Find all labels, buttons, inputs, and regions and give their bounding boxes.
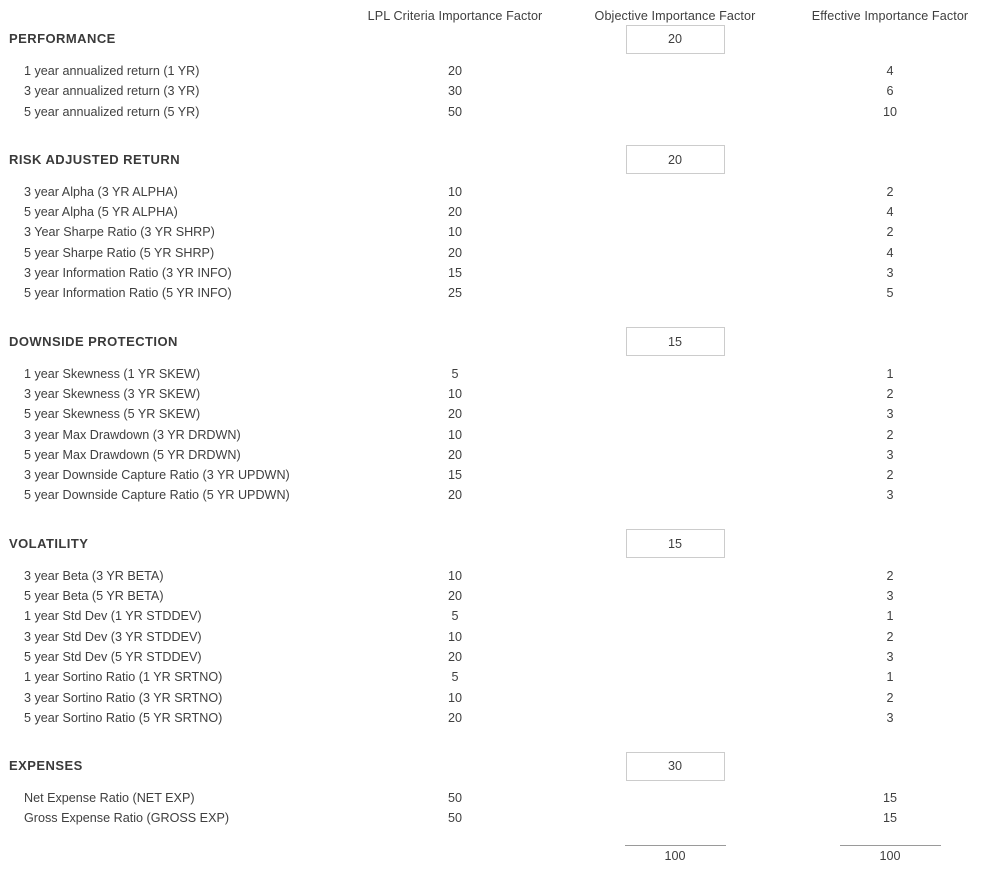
effective-importance-total: 100	[879, 848, 901, 863]
section-spacer	[0, 829, 1000, 845]
lpl-criteria-importance-factor-value: 10	[447, 629, 462, 644]
effective-importance-factor-value: 5	[886, 286, 894, 301]
effective-importance-factor-value: 1	[886, 670, 894, 685]
lpl-criteria-importance-factor-value: 20	[447, 710, 462, 725]
section-header-row	[0, 528, 1000, 560]
effective-importance-factor-value: 2	[886, 184, 894, 199]
section-title: EXPENSES	[9, 758, 83, 774]
criteria-label: 3 year Skewness (3 YR SKEW)	[24, 386, 201, 401]
criteria-list	[0, 358, 1000, 506]
objective-importance-factor-input[interactable]	[626, 327, 725, 356]
section-header-row	[0, 23, 1000, 55]
criteria-row	[0, 404, 1000, 424]
criteria-label: 5 year Std Dev (5 YR STDDEV)	[24, 649, 202, 664]
criteria-label: 3 year Information Ratio (3 YR INFO)	[24, 266, 232, 281]
criteria-row	[0, 425, 1000, 445]
criteria-label: 5 year Information Ratio (5 YR INFO)	[24, 286, 232, 301]
lpl-criteria-importance-factor-value: 20	[447, 407, 462, 422]
criteria-section	[0, 144, 1000, 304]
effective-importance-factor-value: 2	[886, 468, 894, 483]
section-spacer	[0, 304, 1000, 326]
effective-importance-factor-value: 2	[886, 690, 894, 705]
criteria-row	[0, 364, 1000, 384]
lpl-criteria-importance-factor-header: LPL Criteria Importance Factor	[367, 9, 543, 23]
effective-importance-factor-value: 15	[882, 791, 897, 806]
effective-importance-factor-value: 2	[886, 225, 894, 240]
criteria-row	[0, 102, 1000, 122]
criteria-label: 5 year annualized return (5 YR)	[24, 104, 200, 119]
effective-importance-factor-value: 4	[886, 205, 894, 220]
effective-importance-factor-value: 15	[882, 811, 897, 826]
criteria-row	[0, 627, 1000, 647]
lpl-criteria-importance-factor-value: 50	[447, 791, 462, 806]
criteria-row	[0, 81, 1000, 101]
lpl-criteria-importance-factor-value: 25	[447, 286, 462, 301]
lpl-criteria-importance-factor-value: 20	[447, 64, 462, 78]
objective-importance-factor-cell	[570, 327, 780, 356]
column-header-row	[0, 0, 1000, 23]
section-header-row	[0, 750, 1000, 782]
section-title: VOLATILITY	[9, 535, 89, 551]
effective-importance-factor-header: Effective Importance Factor	[811, 9, 969, 23]
criteria-label: 1 year Sortino Ratio (1 YR SRTNO)	[24, 670, 223, 685]
section-header-row	[0, 326, 1000, 358]
effective-importance-factor-value: 6	[886, 84, 894, 99]
criteria-row	[0, 688, 1000, 708]
criteria-label: 5 year Skewness (5 YR SKEW)	[24, 407, 201, 422]
section-spacer	[0, 728, 1000, 750]
criteria-label: 3 year Downside Capture Ratio (3 YR UPDWN)	[24, 468, 290, 483]
criteria-row	[0, 445, 1000, 465]
effective-importance-factor-value: 4	[886, 64, 894, 78]
criteria-label: 3 year Beta (3 YR BETA)	[24, 568, 164, 583]
objective-importance-factor-cell	[570, 752, 780, 781]
criteria-list	[0, 55, 1000, 122]
lpl-criteria-importance-factor-value: 10	[447, 225, 462, 240]
criteria-section	[0, 23, 1000, 122]
totals-row	[0, 846, 1000, 866]
criteria-label: 3 year Std Dev (3 YR STDDEV)	[24, 629, 202, 644]
criteria-label: 5 year Sharpe Ratio (5 YR SHRP)	[24, 245, 215, 260]
objective-importance-factor-header: Objective Importance Factor	[594, 9, 756, 23]
criteria-row	[0, 485, 1000, 505]
criteria-list	[0, 176, 1000, 304]
objective-importance-factor-input[interactable]	[626, 145, 725, 174]
criteria-row	[0, 606, 1000, 626]
lpl-criteria-importance-factor-value: 10	[447, 427, 462, 442]
criteria-row	[0, 586, 1000, 606]
objective-importance-factor-input[interactable]	[626, 529, 725, 558]
criteria-label: 5 year Downside Capture Ratio (5 YR UPDWN)	[24, 488, 290, 503]
lpl-criteria-importance-factor-value: 15	[447, 266, 462, 281]
criteria-label: 1 year Std Dev (1 YR STDDEV)	[24, 609, 202, 624]
criteria-label: Gross Expense Ratio (GROSS EXP)	[24, 811, 230, 826]
criteria-label: Net Expense Ratio (NET EXP)	[24, 791, 195, 806]
criteria-row	[0, 465, 1000, 485]
criteria-row	[0, 566, 1000, 586]
objective-importance-factor-input[interactable]	[626, 25, 725, 54]
section-title: DOWNSIDE PROTECTION	[9, 333, 178, 349]
lpl-criteria-importance-factor-value: 10	[447, 568, 462, 583]
effective-importance-factor-value: 3	[886, 266, 894, 281]
lpl-criteria-importance-factor-value: 50	[447, 104, 462, 119]
lpl-criteria-importance-factor-value: 5	[451, 609, 459, 624]
section-title: RISK ADJUSTED RETURN	[9, 151, 181, 167]
section-title: PERFORMANCE	[9, 31, 116, 46]
criteria-row	[0, 647, 1000, 667]
sections-container	[0, 23, 1000, 845]
lpl-criteria-importance-factor-value: 20	[447, 649, 462, 664]
criteria-section	[0, 528, 1000, 728]
effective-importance-factor-value: 10	[882, 104, 897, 119]
objective-importance-factor-input[interactable]	[626, 752, 725, 781]
criteria-row	[0, 222, 1000, 242]
effective-importance-factor-value: 1	[886, 609, 894, 624]
effective-importance-factor-value: 3	[886, 447, 894, 462]
objective-importance-factor-cell	[570, 25, 780, 54]
effective-importance-factor-value: 3	[886, 710, 894, 725]
effective-importance-factor-value: 3	[886, 649, 894, 664]
criteria-label: 3 year Sortino Ratio (3 YR SRTNO)	[24, 690, 223, 705]
effective-importance-factor-value: 1	[886, 366, 894, 381]
effective-importance-factor-value: 3	[886, 488, 894, 503]
criteria-row	[0, 182, 1000, 202]
lpl-criteria-importance-factor-value: 20	[447, 205, 462, 220]
criteria-label: 3 year annualized return (3 YR)	[24, 84, 200, 99]
criteria-row	[0, 788, 1000, 808]
criteria-section	[0, 750, 1000, 829]
lpl-criteria-importance-factor-value: 30	[447, 84, 462, 99]
criteria-row	[0, 283, 1000, 303]
objective-importance-total: 100	[664, 848, 686, 863]
lpl-criteria-importance-factor-value: 20	[447, 488, 462, 503]
criteria-label: 5 year Beta (5 YR BETA)	[24, 589, 164, 604]
criteria-section	[0, 326, 1000, 506]
criteria-label: 3 Year Sharpe Ratio (3 YR SHRP)	[24, 225, 215, 240]
effective-importance-factor-value: 2	[886, 629, 894, 644]
lpl-criteria-importance-factor-value: 10	[447, 184, 462, 199]
criteria-list	[0, 782, 1000, 829]
criteria-label: 1 year Skewness (1 YR SKEW)	[24, 366, 201, 381]
criteria-label: 5 year Alpha (5 YR ALPHA)	[24, 205, 178, 220]
effective-importance-factor-value: 2	[886, 568, 894, 583]
criteria-row	[0, 667, 1000, 687]
criteria-row	[0, 61, 1000, 81]
criteria-row	[0, 384, 1000, 404]
lpl-criteria-importance-factor-value: 15	[447, 468, 462, 483]
criteria-label: 3 year Alpha (3 YR ALPHA)	[24, 184, 178, 199]
lpl-criteria-importance-factor-value: 20	[447, 589, 462, 604]
criteria-list	[0, 560, 1000, 728]
lpl-criteria-importance-factor-value: 50	[447, 811, 462, 826]
effective-importance-factor-value: 2	[886, 427, 894, 442]
criteria-row	[0, 263, 1000, 283]
lpl-criteria-importance-factor-value: 10	[447, 690, 462, 705]
criteria-label: 5 year Sortino Ratio (5 YR SRTNO)	[24, 710, 223, 725]
criteria-row	[0, 243, 1000, 263]
objective-importance-factor-cell	[570, 145, 780, 174]
criteria-row	[0, 808, 1000, 828]
effective-importance-factor-value: 4	[886, 245, 894, 260]
criteria-row	[0, 202, 1000, 222]
section-spacer	[0, 122, 1000, 144]
lpl-criteria-importance-factor-value: 20	[447, 447, 462, 462]
effective-importance-factor-value: 2	[886, 386, 894, 401]
lpl-criteria-importance-factor-value: 5	[451, 670, 459, 685]
criteria-row	[0, 708, 1000, 728]
lpl-criteria-importance-factor-value: 10	[447, 386, 462, 401]
effective-importance-factor-value: 3	[886, 589, 894, 604]
criteria-label: 1 year annualized return (1 YR)	[24, 64, 200, 78]
effective-importance-factor-value: 3	[886, 407, 894, 422]
lpl-criteria-importance-factor-value: 5	[451, 366, 459, 381]
section-header-row	[0, 144, 1000, 176]
criteria-label: 5 year Max Drawdown (5 YR DRDWN)	[24, 447, 241, 462]
criteria-label: 3 year Max Drawdown (3 YR DRDWN)	[24, 427, 241, 442]
lpl-criteria-importance-factor-value: 20	[447, 245, 462, 260]
section-spacer	[0, 506, 1000, 528]
objective-importance-factor-cell	[570, 529, 780, 558]
